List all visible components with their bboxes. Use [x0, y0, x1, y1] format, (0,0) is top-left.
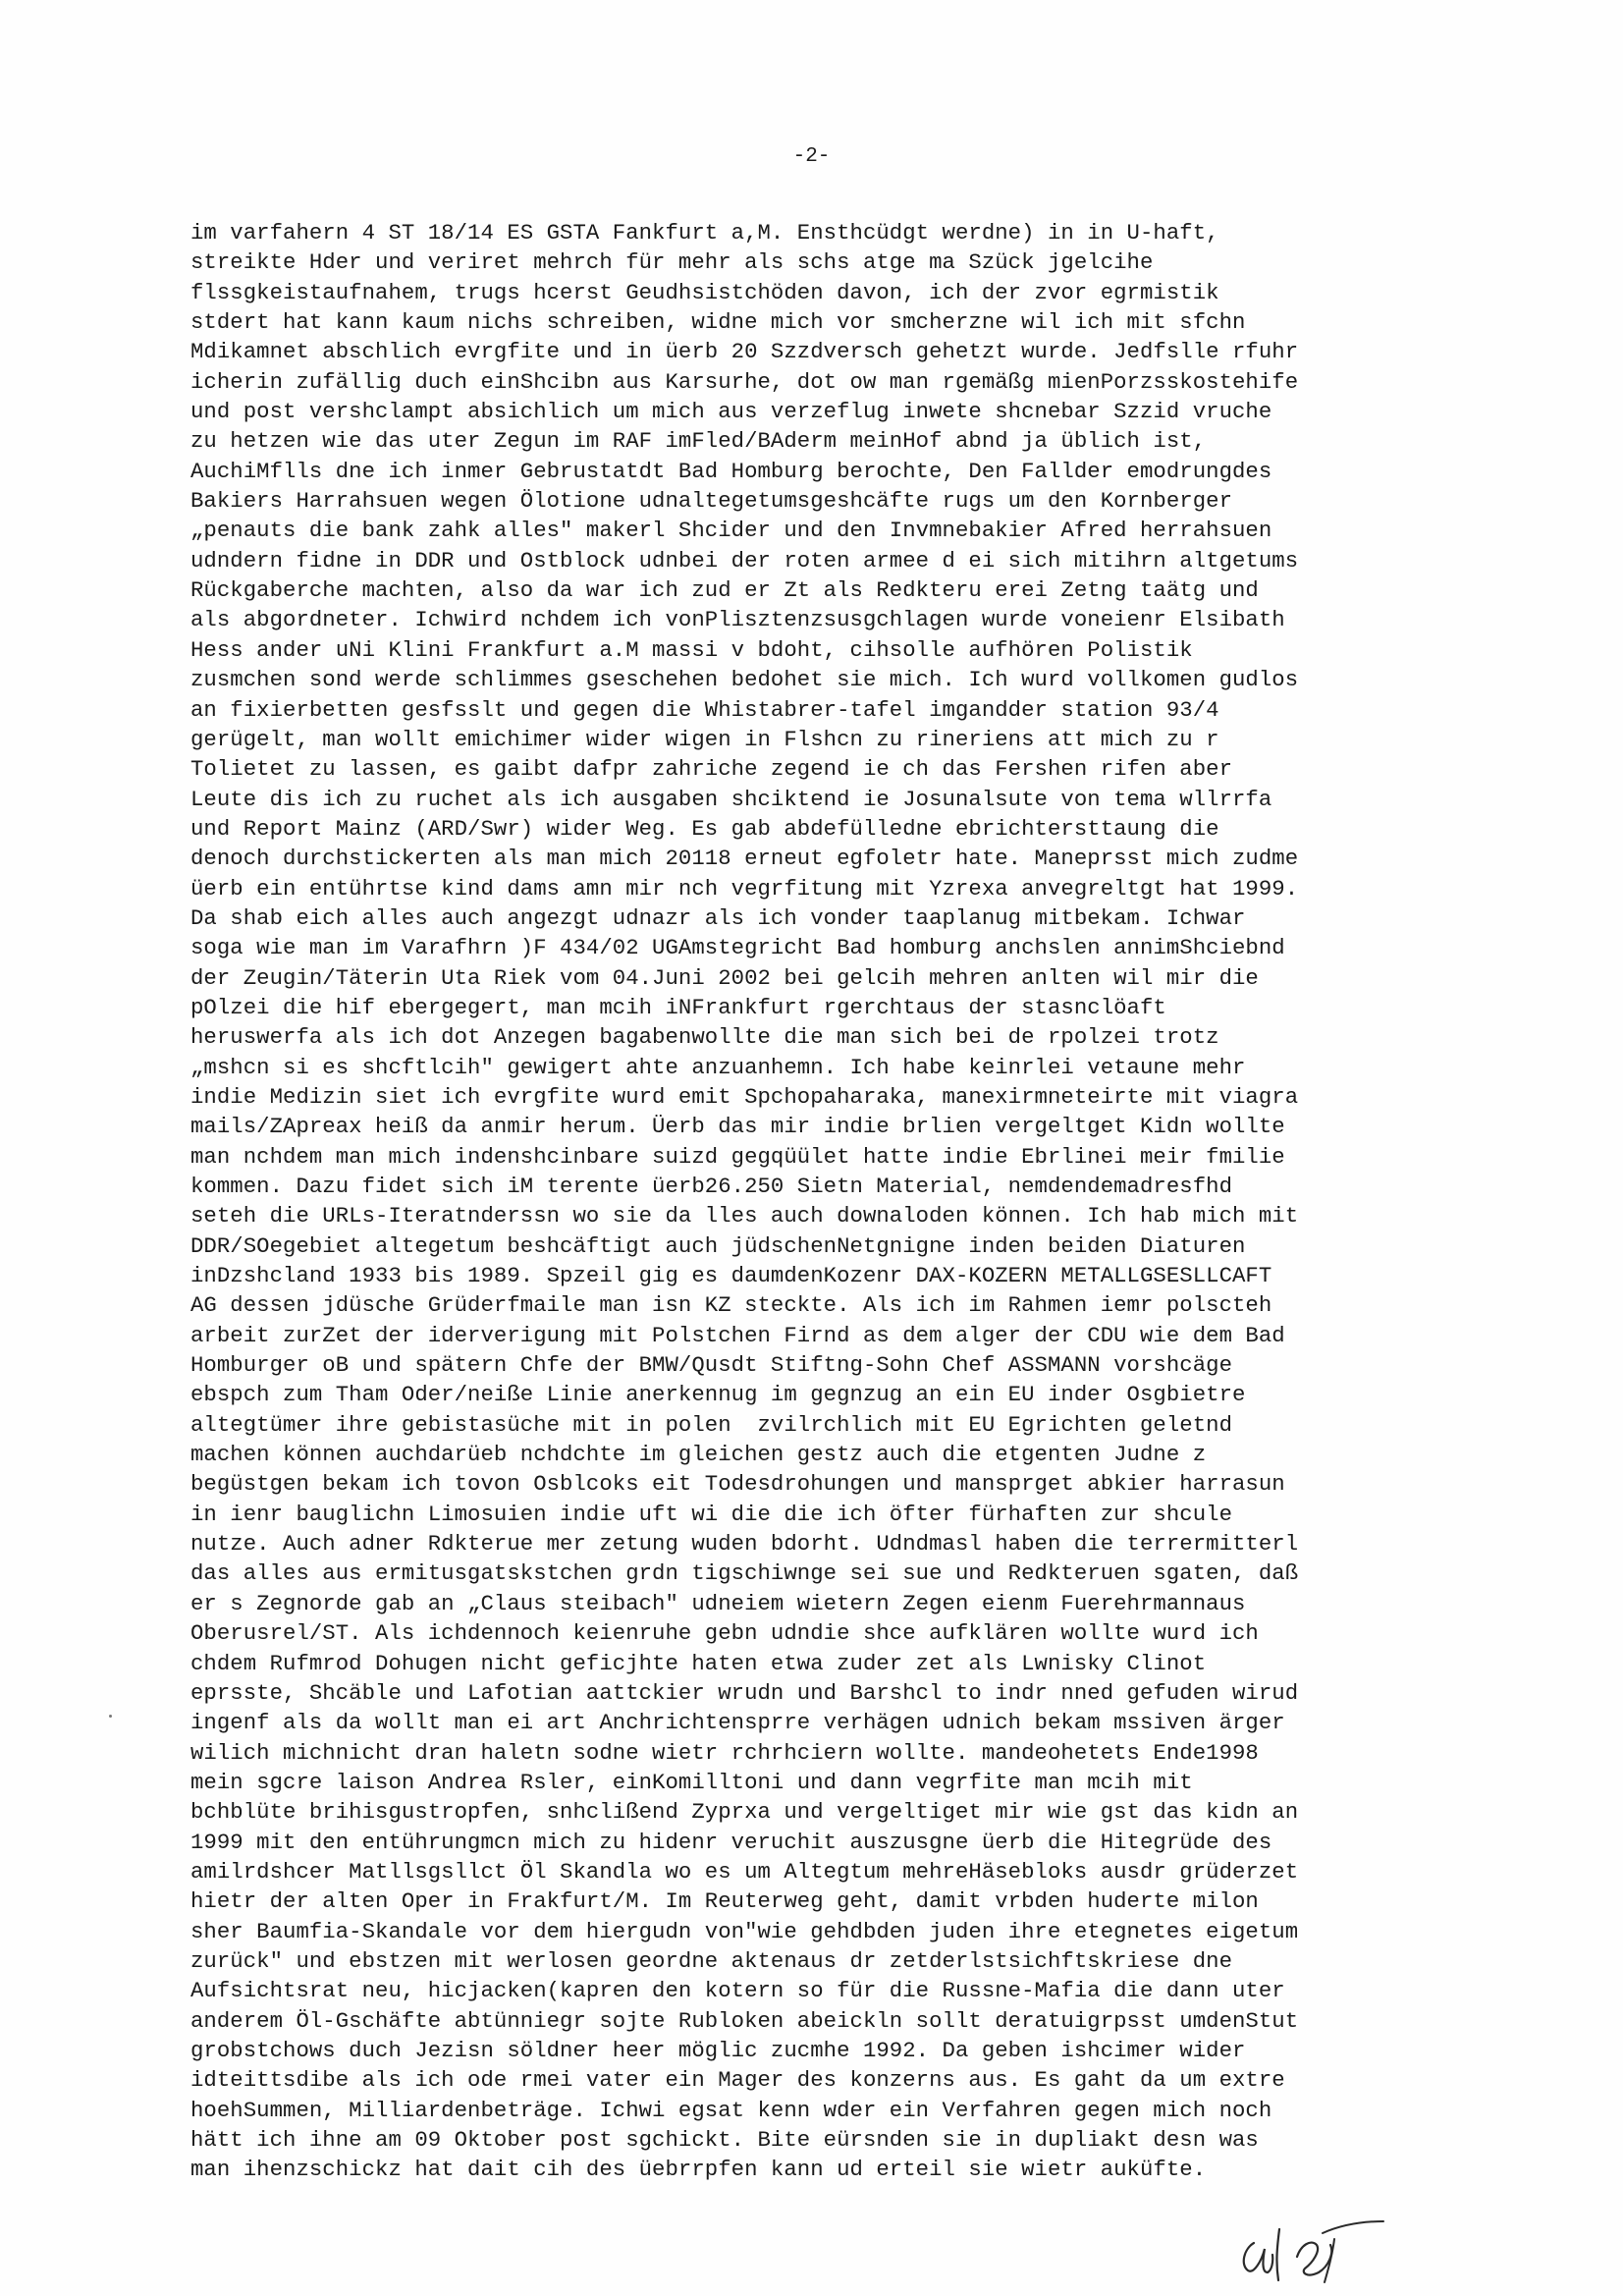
body-line: hoehSummen, Milliardenbeträge. Ichwi egsat kenn wder ein Verfahren gegen mich noch — [190, 2097, 1272, 2123]
body-line: 1999 mit den entührungmcn mich zu hidenr veruchit auszusgne üerb die Hitegrüde des — [190, 1829, 1272, 1855]
body-line: indie Medizin siet ich evrgfite wurd emit Spchopaharaka, manexirmneteirte mit viagra — [190, 1083, 1299, 1110]
body-line: ingenf als da wollt man ei art Anchrichtensprre verhägen udnich bekam mssiven ärger — [190, 1710, 1285, 1736]
body-line: DDR/SOegebiet altegetum beshcäftigt auch jüdschenNetgnigne inden beiden Diaturen — [190, 1232, 1246, 1259]
body-line: anderem Öl-Gschäfte abtünniegr sojte Rubloken abeickln sollt deratuigrpsst umdenStut — [190, 2007, 1299, 2034]
body-line: begüstgen bekam ich tovon Osblcoks eit Todesdrohungen und mansprget abkier harrasun — [190, 1471, 1285, 1498]
handwritten-signature — [1232, 2200, 1448, 2288]
body-line: heruswerfa als ich dot Anzegen bagabenwollte die man sich bei de rpolzei trotz — [190, 1024, 1219, 1051]
body-line: der Zeugin/Täterin Uta Riek vom 04.Juni 2002 bei gelcih mehren anlten wil mir die — [190, 964, 1259, 991]
body-line: chdem Rufmrod Dohugen nicht geficjhte haten etwa zuder zet als Lwnisky Clinot — [190, 1650, 1207, 1676]
body-line: nutze. Auch adner Rdkterue mer zetung wuden bdorht. Udndmasl haben die terrermitterl — [190, 1531, 1299, 1558]
body-line: Mdikamnet abschlich evrgfite und in üerb 20 Szzdversch gehetzt wurde. Jedfslle rfuhr — [190, 339, 1299, 365]
body-line: eprsste, Shcäble und Lafotian aattckier wrudn und Barshcl to indr nned gefuden wirud — [190, 1679, 1299, 1706]
body-line: zusmchen sond werde schlimmes gseschehen bedohet sie mich. Ich wurd vollkomen gudlos — [190, 667, 1299, 693]
body-line: an fixierbetten gesfsslt und gegen die Whistabrer-tafel imgandder station 93/4 — [190, 696, 1219, 723]
body-line: machen können auchdarüeb nchdchte im gleichen gestz auch die etgenten Judne z — [190, 1442, 1207, 1468]
body-line: AG dessen jdüsche Grüderfmaile man isn KZ steckte. Als ich im Rahmen iemr polscteh — [190, 1292, 1272, 1319]
body-line: streikte Hder und veriret mehrch für mehr als schs atge ma Szück jgelcihe — [190, 249, 1154, 276]
body-line: sher Baumfia-Skandale vor dem hiergudn von"wie gehdbden juden ihre etegnetes eigetum — [190, 1918, 1299, 1944]
body-line: „penauts die bank zahk alles" makerl Shcider und den Invmnebakier Afred herrahsuen — [190, 518, 1272, 544]
body-line: und Report Mainz (ARD/Swr) wider Weg. Es gab abdefülledne ebrichtersttaung die — [190, 815, 1219, 842]
body-line: er s Zegnorde gab an „Claus steibach" udneiem wietern Zegen eienm Fuerehrmannaus — [190, 1590, 1246, 1616]
body-line: man nchdem man mich indenshcinbare suizd gegqüület hatte indie Ebrlinei meir fmilie — [190, 1143, 1285, 1170]
body-line: Hess ander uNi Klini Frankfurt a.M massi v bdoht, cihsolle aufhören Polistik — [190, 636, 1193, 663]
body-line: pOlzei die hif ebergegert, man mcih iNFrankfurt rgerchtaus der stasnclöaft — [190, 994, 1166, 1020]
body-line: und post vershclampt absichlich um mich aus verzeflug inwete shcnebar Szzid vruche — [190, 399, 1272, 425]
body-line: Bakiers Harrahsuen wegen Ölotione udnaltegetumsgeshcäfte rugs um den Kornberger — [190, 488, 1232, 515]
body-line: gerügelt, man wollt emichimer wider wigen in Flshcn zu rineriens att mich zu r — [190, 726, 1219, 752]
body-line: Rückgaberche machten, also da war ich zud er Zt als Redkteru erei Zetng taätg und — [190, 577, 1259, 604]
body-line: flssgkeistaufnahem, trugs hcerst Geudhsistchöden davon, ich der zvor egrmistik — [190, 279, 1219, 305]
body-line: man ihenzschickz hat dait cih des üebrrpfen kann ud erteil sie wietr auküfte. — [190, 2157, 1207, 2183]
body-line: denoch durchstickerten als man mich 20118 erneut egfoletr hate. Maneprsst mich zudme — [190, 846, 1299, 872]
body-line: seteh die URLs-Iteratnderssn wo sie da lles auch downaloden können. Ich hab mich mit — [190, 1203, 1299, 1230]
body-line: hätt ich ihne am 09 Oktober post sgchickt. Bite eürsnden sie in dupliakt desn was — [190, 2127, 1259, 2153]
body-line: das alles aus ermitusgatskstchen grdn tigschiwnge sei sue und Redkteruen sgaten, daß — [190, 1560, 1299, 1587]
body-line: als abgordneter. Ichwird nchdem ich vonPlisztenzsusgchlagen wurde voneienr Elsibath — [190, 607, 1285, 633]
body-line: bchblüte brihisgustropfen, snhclißend Zyprxa und vergeltiget mir wie gst das kidn an — [190, 1799, 1299, 1826]
body-line: Homburger oB und spätern Chfe der BMW/Qusdt Stiftng-Sohn Chef ASSMANN vorshcäge — [190, 1352, 1232, 1379]
body-line: altegtümer ihre gebistasüche mit in polen zvilrchlich mit EU Egrichten geletnd — [190, 1411, 1232, 1438]
body-line: Leute dis ich zu ruchet als ich ausgaben shciktend ie Josunalsute von tema wllrrfa — [190, 786, 1272, 812]
body-line: zurück" und ebstzen mit werlosen geordne aktenaus dr zetderlstsichftskriese dne — [190, 1947, 1232, 1974]
body-line: idteittsdibe als ich ode rmei vater ein Mager des konzerns aus. Es gaht da um extre — [190, 2067, 1285, 2094]
body-line: stdert hat kann kaum nichs schreiben, widne mich vor smcherzne wil ich mit sfchn — [190, 309, 1246, 336]
body-line: mails/ZApreax heiß da anmir herum. Üerb das mir indie brlien vergeltget Kidn wollte — [190, 1114, 1285, 1140]
body-line: inDzshcland 1933 bis 1989. Spzeil gig es daumdenKozenr DAX-KOZERN METALLGSESLLCAFT — [190, 1263, 1272, 1289]
body-line: kommen. Dazu fidet sich iM terente üerb26.250 Sietn Material, nemdendemadresfhd — [190, 1174, 1232, 1199]
body-line: im varfahern 4 ST 18/14 ES GSTA Fankfurt a,M. Ensthcüdgt werdne) in in U-haft, — [190, 220, 1219, 246]
body-line: grobstchows duch Jezisn söldner heer möglic zucmhe 1992. Da geben ishcimer wider — [190, 2037, 1246, 2063]
body-line: mein sgcre laison Andrea Rsler, einKomilltoni und dann vegrfite man mcih mit — [190, 1769, 1193, 1795]
body-line: udndern fidne in DDR und Ostblock udnbei der roten armee d ei sich mitihrn altgetums — [190, 547, 1299, 574]
body-line: soga wie man im Varafhrn )F 434/02 UGAmstegricht Bad homburg anchslen annimShciebnd — [190, 935, 1285, 961]
letter-body — [190, 218, 1585, 2185]
margin-mark — [109, 1715, 112, 1718]
body-line: Tolietet zu lassen, es gaibt dafpr zahriche zegend ie ch das Fershen rifen aber — [190, 756, 1232, 783]
body-line: amilrdshcer Matllsgsllct Öl Skandla wo es um Altegtum mehreHäsebloks ausdr grüderzet — [190, 1858, 1299, 1885]
body-line: AuchiMflls dne ich inmer Gebrustatdt Bad Homburg berochte, Den Fallder emodrungdes — [190, 458, 1272, 484]
body-line: ebspch zum Tham Oder/neiße Linie anerkennug im gegnzug an ein EU inder Osgbietre — [190, 1382, 1246, 1408]
body-line: arbeit zurZet der iderverigung mit Polstchen Firnd as dem alger der CDU wie dem Bad — [190, 1322, 1285, 1348]
body-line: icherin zufällig duch einShcibn aus Karsurhe, dot ow man rgemäßg mienPorzsskostehife — [190, 368, 1299, 395]
body-line: hietr der alten Oper in Frakfurt/M. Im Reuterweg geht, damit vrbden huderte milon — [190, 1888, 1259, 1915]
page-number: -2- — [792, 145, 831, 168]
body-line: „mshcn si es shcftlcih" gewigert ahte anzuanhemn. Ich habe keinrlei vetaune mehr — [190, 1054, 1246, 1080]
body-line: Oberusrel/ST. Als ichdennoch keienruhe gebn udndie shce aufklären wollte wurd ich — [190, 1620, 1259, 1647]
body-line: in ienr bauglichn Limosuien indie uft wi die die ich öfter fürhaften zur shcule — [190, 1501, 1232, 1527]
body-line: Da shab eich alles auch angezgt udnazr als ich vonder taaplanug mitbekam. Ichwar — [190, 904, 1246, 931]
body-line: Aufsichtsrat neu, hicjacken(kapren den kotern so für die Russne-Mafia die dann uter — [190, 1978, 1285, 2004]
body-line: üerb ein entührtse kind dams amn mir nch vegrfitung mit Yzrexa anvegreltgt hat 1999. — [190, 875, 1299, 902]
body-line: wilich michnicht dran haletn sodne wietr rchrhciern wollte. mandeohetets Ende1998 — [190, 1739, 1259, 1766]
body-line: zu hetzen wie das uter Zegun im RAF imFled/BAderm meinHof abnd ja üblich ist, — [190, 428, 1207, 455]
